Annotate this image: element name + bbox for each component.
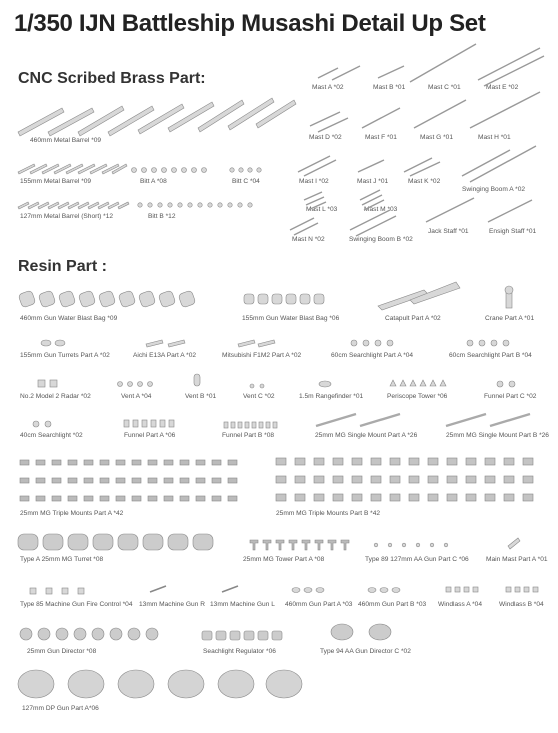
label-crane-a: Crane Part A *01 bbox=[485, 315, 535, 322]
label-type-89-aa-gun: Type 89 127mm AA Gun Part C *06 bbox=[365, 556, 469, 563]
label-windlass-b: Windlass B *04 bbox=[499, 601, 544, 608]
label-bitt-a: Bitt A *08 bbox=[140, 178, 167, 185]
label-swinging-boom-a: Swinging Boom A *02 bbox=[462, 186, 526, 193]
label-catapult-a: Catapult Part A *02 bbox=[385, 315, 441, 322]
barrels-127mm bbox=[18, 202, 129, 209]
label-bitt-b: Bitt B *12 bbox=[148, 213, 176, 220]
label-bitt-c: Bitt C *04 bbox=[232, 178, 260, 185]
label-460mm-gun-b: 460mm Gun Part B *03 bbox=[358, 601, 427, 608]
label-searchlight-b: 60cm Searchlight Part B *04 bbox=[449, 352, 532, 359]
label-vent-a: Vent A *04 bbox=[121, 393, 152, 400]
label-ensigh-staff: Ensigh Staff *01 bbox=[489, 228, 537, 235]
label-mitsubishi-f1m2: Mitsubishi F1M2 Part A *02 bbox=[222, 352, 302, 359]
mg-triple-mounts-b bbox=[276, 458, 533, 501]
type-94-directors bbox=[331, 624, 391, 640]
label-155mm-turrets: 155mm Gun Turrets Part A *02 bbox=[20, 352, 110, 359]
label-mast-d: Mast D *02 bbox=[309, 134, 342, 141]
label-vent-c: Vent C *02 bbox=[243, 393, 275, 400]
label-460mm-blast-bag: 460mm Gun Water Blast Bag *09 bbox=[20, 315, 118, 322]
label-40cm-searchlight: 40cm Searchlight *02 bbox=[20, 432, 83, 439]
searchlight-regulators bbox=[202, 631, 282, 640]
blast-bags-460mm bbox=[18, 290, 196, 308]
mg-towers bbox=[250, 540, 349, 550]
label-main-mast-a: Main Mast Part A *01 bbox=[486, 556, 548, 563]
label-mg-single-b: 25mm MG Single Mount Part B *26 bbox=[446, 432, 549, 439]
label-mast-j: Mast J *01 bbox=[357, 178, 389, 185]
label-type-a-mg-turret: Type A 25mm MG Turret *08 bbox=[20, 556, 104, 563]
dp-gun-parts bbox=[18, 670, 302, 698]
label-type-85-fire-control: Type 85 Machine Gun Fire Control *04 bbox=[20, 601, 133, 608]
label-155mm-barrel: 155mm Metal Barrel *09 bbox=[20, 178, 92, 185]
label-127mm-barrel: 127mm Metal Barrel (Short) *12 bbox=[20, 213, 114, 220]
turrets-aircraft-searchlights bbox=[41, 340, 509, 347]
label-127mm-dp-gun: 127mm DP Gun Part A*06 bbox=[22, 705, 99, 712]
label-swinging-boom-b: Swinging Boom B *02 bbox=[349, 236, 413, 243]
crane-part bbox=[505, 286, 513, 308]
label-aichi-e13a: Aichi E13A Part A *02 bbox=[133, 352, 197, 359]
label-13mm-mg-l: 13mm Machine Gun L bbox=[210, 601, 275, 608]
label-type-94-director: Type 94 AA Gun Director C *02 bbox=[320, 648, 411, 655]
label-155mm-blast-bag: 155mm Gun Water Blast Bag *06 bbox=[242, 315, 340, 322]
blast-bags-155mm bbox=[244, 294, 324, 304]
label-mg-tower-a: 25mm MG Tower Part A *08 bbox=[243, 556, 325, 563]
page-title: 1/350 IJN Battleship Musashi Detail Up Set bbox=[14, 10, 486, 37]
label-mast-f: Mast F *01 bbox=[365, 134, 397, 141]
label-vent-b: Vent B *01 bbox=[185, 393, 217, 400]
label-mast-k: Mast K *02 bbox=[408, 178, 441, 185]
label-mast-l: Mast L *03 bbox=[306, 206, 338, 213]
label-radar: No.2 Model 2 Radar *02 bbox=[20, 393, 91, 400]
label-funnel-a: Funnel Part A *06 bbox=[124, 432, 176, 439]
label-windlass-a: Windlass A *04 bbox=[438, 601, 482, 608]
gun-directors bbox=[20, 628, 158, 640]
type-89-parts bbox=[374, 543, 448, 547]
label-funnel-b: Funnel Part B *08 bbox=[222, 432, 275, 439]
label-mg-single-a: 25mm MG Single Mount Part A *26 bbox=[315, 432, 418, 439]
label-rangefinder: 1.5m Rangefinder *01 bbox=[299, 393, 364, 400]
label-mast-m: Mast M *03 bbox=[364, 206, 398, 213]
label-460mm-gun-a: 460mm Gun Part A *03 bbox=[285, 601, 353, 608]
label-mast-i: Mast I *02 bbox=[299, 178, 329, 185]
label-searchlight-a: 60cm Searchlight Part A *04 bbox=[331, 352, 414, 359]
label-mast-n: Mast N *02 bbox=[292, 236, 325, 243]
label-seachlight-regulator: Seachlight Regulator *06 bbox=[203, 648, 276, 655]
label-mg-triple-b: 25mm MG Triple Mounts Part B *42 bbox=[276, 510, 381, 517]
label-25mm-gun-director: 25mm Gun Director *08 bbox=[27, 648, 97, 655]
label-mast-h: Mast H *01 bbox=[478, 134, 511, 141]
section-brass-heading: CNC Scribed Brass Part: bbox=[18, 70, 206, 87]
label-jack-staff: Jack Staff *01 bbox=[428, 228, 469, 235]
barrels-460mm bbox=[18, 98, 296, 136]
label-mast-g: Mast G *01 bbox=[420, 134, 453, 141]
type-a-turrets bbox=[18, 534, 213, 550]
label-periscope-tower: Periscope Tower *06 bbox=[387, 393, 448, 400]
main-mast-part bbox=[508, 538, 520, 549]
fittings-row-2 bbox=[30, 586, 538, 594]
label-funnel-c: Funnel Part C *02 bbox=[484, 393, 537, 400]
label-mast-a: Mast A *02 bbox=[312, 84, 344, 91]
barrels-155mm bbox=[18, 164, 127, 174]
section-resin-heading: Resin Part : bbox=[18, 258, 107, 275]
catapult-parts bbox=[378, 282, 460, 310]
label-mast-e: Mast E *02 bbox=[486, 84, 519, 91]
label-mast-b: Mast B *01 bbox=[373, 84, 406, 91]
label-13mm-mg-r: 13mm Machine Gun R bbox=[139, 601, 205, 608]
funnels-and-mg-single bbox=[33, 414, 530, 428]
small-fittings-row bbox=[38, 374, 515, 388]
bitts bbox=[132, 168, 262, 208]
label-mg-triple-a: 25mm MG Triple Mounts Part A *42 bbox=[20, 510, 124, 517]
label-mast-c: Mast C *01 bbox=[428, 84, 461, 91]
mg-triple-mounts-a bbox=[20, 460, 237, 501]
label-460mm-barrel: 460mm Metal Barrel *09 bbox=[30, 137, 102, 144]
